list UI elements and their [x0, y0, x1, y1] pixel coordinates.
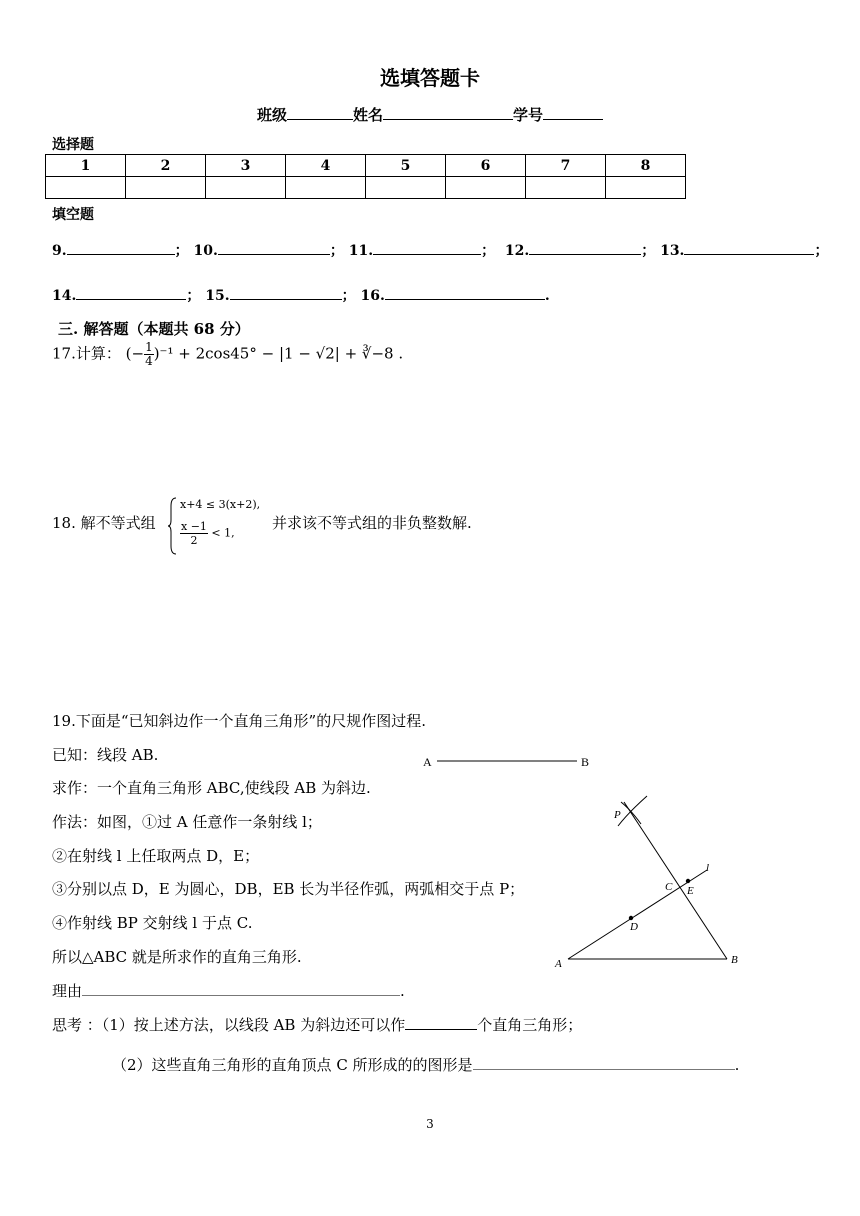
- choice-col-8: 8: [606, 155, 686, 177]
- fill-blank-14[interactable]: [76, 285, 186, 300]
- student-info-line: [0, 104, 860, 125]
- construction-figure: [415, 740, 775, 980]
- fill-blank-11[interactable]: [373, 240, 481, 255]
- fill-num-10: 10.: [193, 243, 218, 259]
- q19-line-5: ②在射线 l 上任取两点 D，E；: [52, 847, 260, 865]
- think1-pre: 思考 ：（1）按上述方法，以线段 AB 为斜边还可以作: [52, 1016, 406, 1034]
- class-blank[interactable]: [287, 105, 353, 120]
- choice-answer-cell[interactable]: [366, 177, 446, 199]
- choice-answer-cell[interactable]: [286, 177, 366, 199]
- q18-ineq-2-rest: < 1,: [211, 526, 235, 540]
- separator: ；: [481, 243, 496, 259]
- q18-ineq-2: [180, 520, 235, 547]
- number-blank[interactable]: [543, 105, 603, 120]
- choice-col-7: 7: [526, 155, 606, 177]
- choice-col-5: 5: [366, 155, 446, 177]
- q19-think-1: [52, 1014, 582, 1035]
- q18-brace: [168, 496, 178, 556]
- name-label: 姓名: [352, 106, 383, 124]
- choice-answer-row: [46, 177, 686, 199]
- choice-header-row: [46, 155, 686, 177]
- separator: ；: [814, 243, 829, 259]
- fill-row-1: [52, 240, 828, 260]
- period: .: [734, 1056, 740, 1074]
- q19-line-2: 已知：线段 AB.: [52, 746, 159, 764]
- fill-blank-10[interactable]: [218, 240, 330, 255]
- fill-section-label: 填空题: [52, 207, 94, 223]
- q19-line-8: 所以△ABC 就是所求作的直角三角形.: [52, 948, 302, 966]
- reason-blank[interactable]: [82, 981, 400, 996]
- fill-num-16: 16.: [360, 288, 385, 304]
- page-title: 选填答题卡: [380, 66, 480, 90]
- reason-label: 理由: [52, 982, 83, 1000]
- choice-col-6: 6: [446, 155, 526, 177]
- q19-line-1: 19.下面是“已知斜边作一个直角三角形”的尺规作图过程.: [52, 712, 426, 730]
- question-17: [52, 341, 403, 368]
- q17-prefix: 17.计算：: [52, 344, 121, 363]
- label-seg-a: A: [423, 755, 432, 769]
- label-c: C: [665, 881, 673, 893]
- separator: ；: [186, 288, 201, 304]
- q19-line-3: 求作：一个直角三角形 ABC,使线段 AB 为斜边.: [52, 779, 371, 797]
- fill-blank-12[interactable]: [529, 240, 641, 255]
- choice-answer-cell[interactable]: [46, 177, 126, 199]
- fill-blank-13[interactable]: [684, 240, 814, 255]
- fill-row-2: [52, 285, 550, 305]
- choice-col-4: 4: [286, 155, 366, 177]
- fill-num-11: 11.: [348, 243, 374, 259]
- fill-num-13: 13.: [660, 243, 685, 259]
- ray-bp: [624, 802, 727, 959]
- fill-num-15: 15.: [205, 288, 230, 304]
- label-b: B: [731, 954, 738, 966]
- ray-l: [568, 870, 707, 959]
- fill-blank-16[interactable]: [385, 285, 545, 300]
- fill-blank-15[interactable]: [230, 285, 342, 300]
- point-e: [686, 879, 690, 883]
- choice-answer-cell[interactable]: [126, 177, 206, 199]
- q18-fraction: [180, 520, 208, 547]
- name-blank[interactable]: [383, 105, 513, 120]
- label-seg-b: B: [581, 755, 590, 769]
- label-e: E: [687, 885, 694, 897]
- q19-line-4: 作法：如图，①过 A 任意作一条射线 l；: [52, 813, 322, 831]
- choice-answer-cell[interactable]: [446, 177, 526, 199]
- label-l: l: [706, 862, 710, 874]
- q18-ineq-1: x+4 ≤ 3(x+2),: [180, 498, 261, 511]
- separator: ；: [341, 288, 356, 304]
- choice-answer-cell[interactable]: [206, 177, 286, 199]
- q19-think-2: [112, 1054, 739, 1075]
- q18-prefix: 18. 解不等式组: [52, 514, 156, 532]
- q18-suffix: 并求该不等式组的非负整数解.: [272, 514, 472, 532]
- frac-denominator: 4: [145, 354, 153, 368]
- fill-blank-9[interactable]: [67, 240, 175, 255]
- frac-numerator: 1: [145, 340, 153, 354]
- q19-line-6: ③分别以点 D，E 为圆心，DB，EB 长为半径作弧，两弧相交于点 P；: [52, 880, 525, 898]
- choice-answer-table: [45, 154, 686, 199]
- frac-numerator: x −1: [181, 520, 207, 533]
- think1-blank[interactable]: [405, 1015, 477, 1030]
- label-a: A: [555, 958, 562, 970]
- think2-blank[interactable]: [473, 1055, 735, 1070]
- separator: ；: [641, 243, 656, 259]
- fill-num-14: 14.: [52, 288, 77, 304]
- section3-title: 三. 解答题（本题共 68 分）: [58, 320, 250, 338]
- q19-line-7: ④作射线 BP 交射线 l 于点 C.: [52, 914, 253, 932]
- choice-section-label: 选择题: [52, 137, 94, 153]
- separator: ；: [174, 243, 189, 259]
- arc-from-d: [618, 796, 647, 826]
- page-number: 3: [426, 1117, 434, 1131]
- q19-reason: [52, 980, 405, 1001]
- fill-num-9: 9.: [52, 243, 67, 259]
- period: .: [544, 288, 550, 304]
- label-d: D: [630, 921, 638, 933]
- period: .: [400, 982, 405, 1000]
- choice-answer-cell[interactable]: [526, 177, 606, 199]
- q17-expr-post: )⁻¹ + 2cos45° − |1 − √2| + ∛−8 .: [153, 344, 404, 363]
- think1-post: 个直角三角形；: [477, 1016, 583, 1034]
- choice-col-2: 2: [126, 155, 206, 177]
- q17-fraction: [144, 341, 154, 368]
- class-label: 班级: [256, 106, 287, 124]
- choice-col-1: 1: [46, 155, 126, 177]
- choice-answer-cell[interactable]: [606, 177, 686, 199]
- choice-col-3: 3: [206, 155, 286, 177]
- number-label: 学号: [513, 106, 544, 124]
- think2-pre: （2）这些直角三角形的直角顶点 C 所形成的的图形是: [112, 1056, 473, 1074]
- point-d: [629, 916, 633, 920]
- q17-expr-pre: (−: [125, 344, 145, 363]
- separator: ；: [329, 243, 344, 259]
- label-p: P: [614, 809, 621, 821]
- frac-denominator: 2: [190, 534, 198, 547]
- fill-num-12: 12.: [504, 243, 530, 259]
